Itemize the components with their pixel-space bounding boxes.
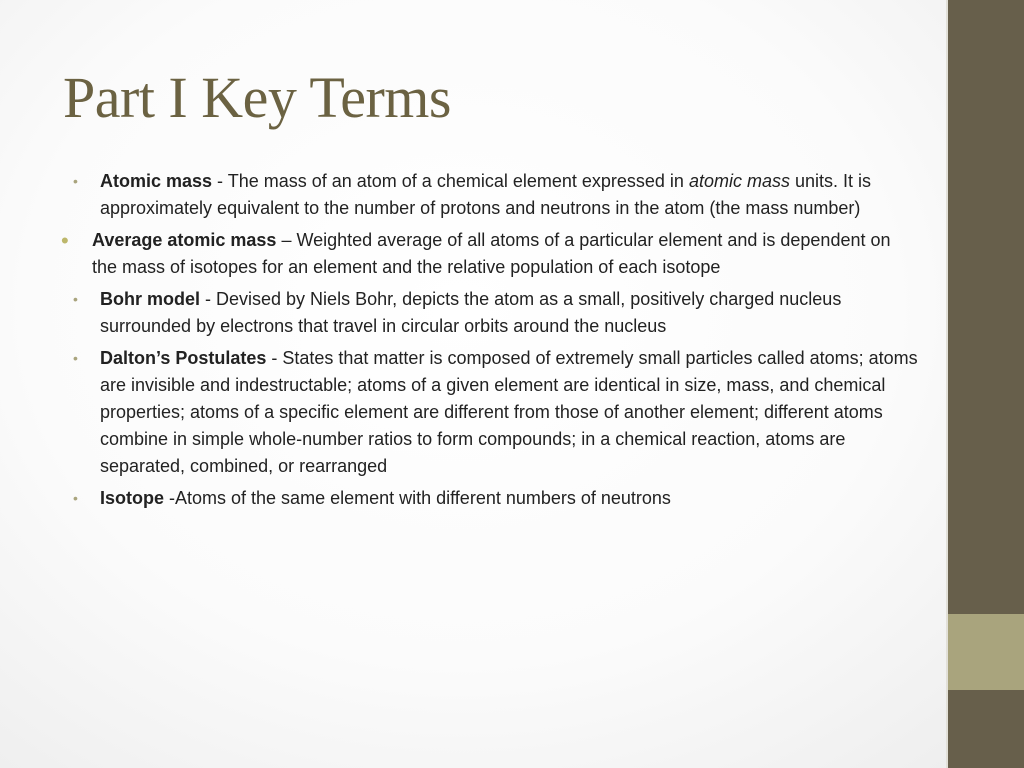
sidebar-accent-block	[948, 614, 1024, 690]
term-name: Isotope	[100, 488, 165, 508]
bullet-icon: •	[73, 173, 78, 189]
term-definition: - States that matter is composed of extremely small particles called atoms; atoms are invisible and indestructable; atoms of a given element are identical in size, mass, and chemical properties; atoms of a specific element are different from those of another element; different atoms combine in simple whole-number ratios to form compounds; in a chemical reaction, atoms are separated, combined, or rearranged	[100, 348, 918, 476]
key-terms-list	[0, 168, 946, 517]
term-definition: units. It is approximately equivalent to the number of protons and neutrons in the atom (the mass number)	[100, 171, 872, 218]
term-name: Atomic mass	[100, 171, 213, 191]
term-name: Average atomic mass	[92, 230, 277, 250]
term-definition: -Atoms of the same element with different numbers of neutrons	[164, 488, 671, 508]
bullet-icon: •	[73, 490, 78, 506]
slide-title: Part I Key Terms	[63, 65, 451, 130]
decorative-sidebar	[946, 0, 1024, 768]
bullet-icon: •	[73, 350, 78, 366]
term-definition: – Weighted average of all atoms of a particular element and is dependent on the mass of isotopes for an element and the relative population of each isotope	[92, 230, 891, 277]
list-item	[0, 227, 892, 281]
bullet-icon: •	[61, 228, 69, 253]
term-name: Bohr model	[100, 289, 201, 309]
term-definition: - Devised by Niels Bohr, depicts the atom as a small, positively charged nucleus surrounded by electrons that travel in circular orbits around the nucleus	[100, 289, 842, 336]
term-name: Dalton’s Postulates	[100, 348, 267, 368]
list-item	[0, 345, 918, 480]
list-item	[0, 286, 918, 340]
term-definition-italic: atomic mass	[688, 171, 790, 191]
term-definition: - The mass of an atom of a chemical element expressed in	[212, 171, 689, 191]
list-item	[0, 168, 918, 222]
bullet-icon: •	[73, 291, 78, 307]
list-item	[0, 485, 918, 512]
